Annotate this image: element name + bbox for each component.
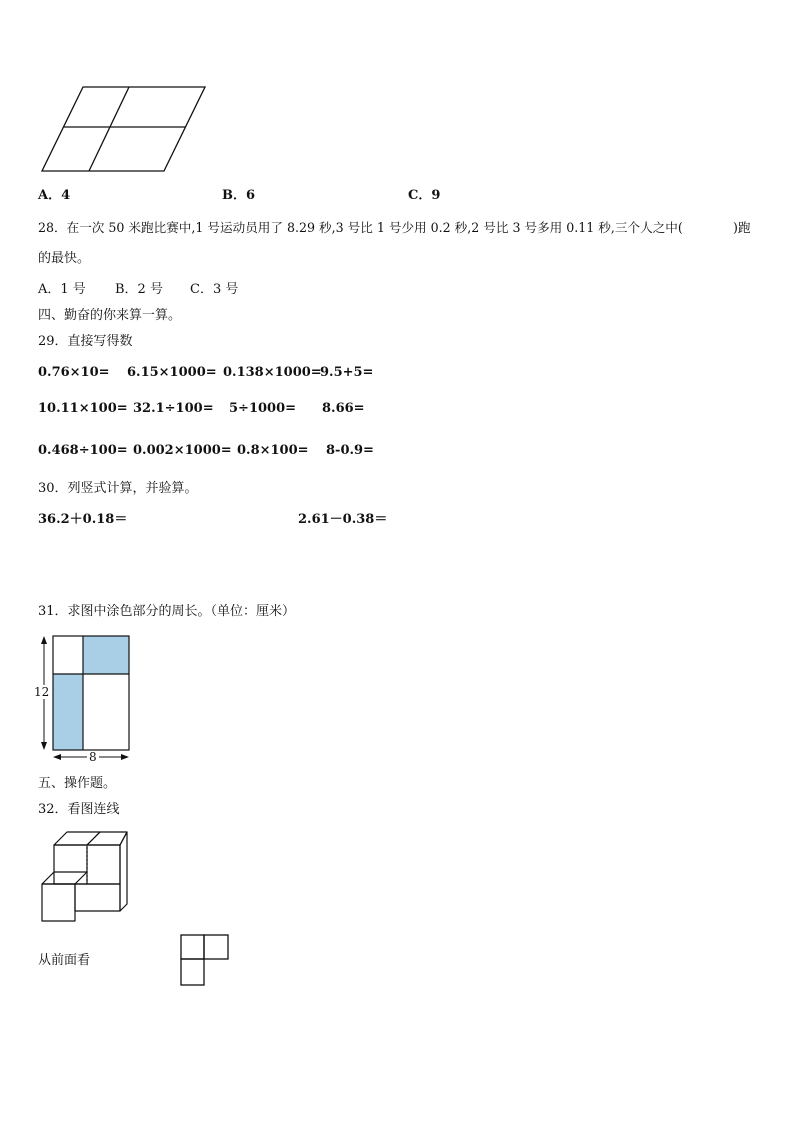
option-c[interactable]: C．9 xyxy=(408,188,441,203)
height-label: 12 xyxy=(34,685,50,699)
section4-title: 四、勤奋的你来算一算。 xyxy=(38,308,182,323)
q29-item: 10.11×100= xyxy=(38,401,128,416)
q28-question-line1-end: )跑 xyxy=(733,220,751,235)
q29-item: 0.138×1000= xyxy=(223,365,322,380)
option-a[interactable]: A．4 xyxy=(38,188,71,203)
q28-question-line1: 28．在一次 50 米跑比赛中,1 号运动员用了 8.29 秒,3 号比 1 号少用 0.2 秒,2 号比 3 号多用 0.11 秒,三个人之中( xyxy=(38,220,683,235)
q29-item: 8-0.9= xyxy=(326,443,374,458)
front-view-bottom-left-square xyxy=(181,959,204,985)
q29-item: 32.1÷100= xyxy=(133,401,214,416)
q32-title: 32．看图连线 xyxy=(38,802,120,817)
q28-option-b[interactable]: B．2 号 xyxy=(115,282,163,297)
q31-title: 31．求图中涂色部分的周长。（单位：厘米） xyxy=(38,604,296,619)
q30-title: 30．列竖式计算，并验算。 xyxy=(38,481,198,496)
q28-option-c[interactable]: C．3 号 xyxy=(190,282,239,297)
q29-item: 0.76×10= xyxy=(38,365,110,380)
q29-item: 8.66= xyxy=(322,401,365,416)
section5-title: 五、操作题。 xyxy=(38,776,117,791)
q28-option-a[interactable]: A．1 号 xyxy=(38,282,86,297)
q30-item-1: 36.2＋0.18＝ xyxy=(38,512,128,527)
front-view-top-left-square xyxy=(181,935,204,959)
view-label: 从前面看 xyxy=(38,953,91,968)
q28-question-line2: 的最快。 xyxy=(38,251,91,266)
q29-item: 6.15×1000= xyxy=(127,365,217,380)
q29-item: 0.468÷100= xyxy=(38,443,128,458)
q29-item: 0.002×1000= xyxy=(133,443,232,458)
width-label: 8 xyxy=(89,750,97,764)
q30-item-2: 2.61－0.38＝ xyxy=(298,512,388,527)
q29-item: 5÷1000= xyxy=(229,401,297,416)
q29-item: 0.8×100= xyxy=(237,443,309,458)
q29-item: 9.5+5= xyxy=(320,365,374,380)
front-view-top-right-square xyxy=(204,935,228,959)
option-b[interactable]: B．6 xyxy=(222,188,256,203)
q29-title: 29．直接写得数 xyxy=(38,334,133,349)
